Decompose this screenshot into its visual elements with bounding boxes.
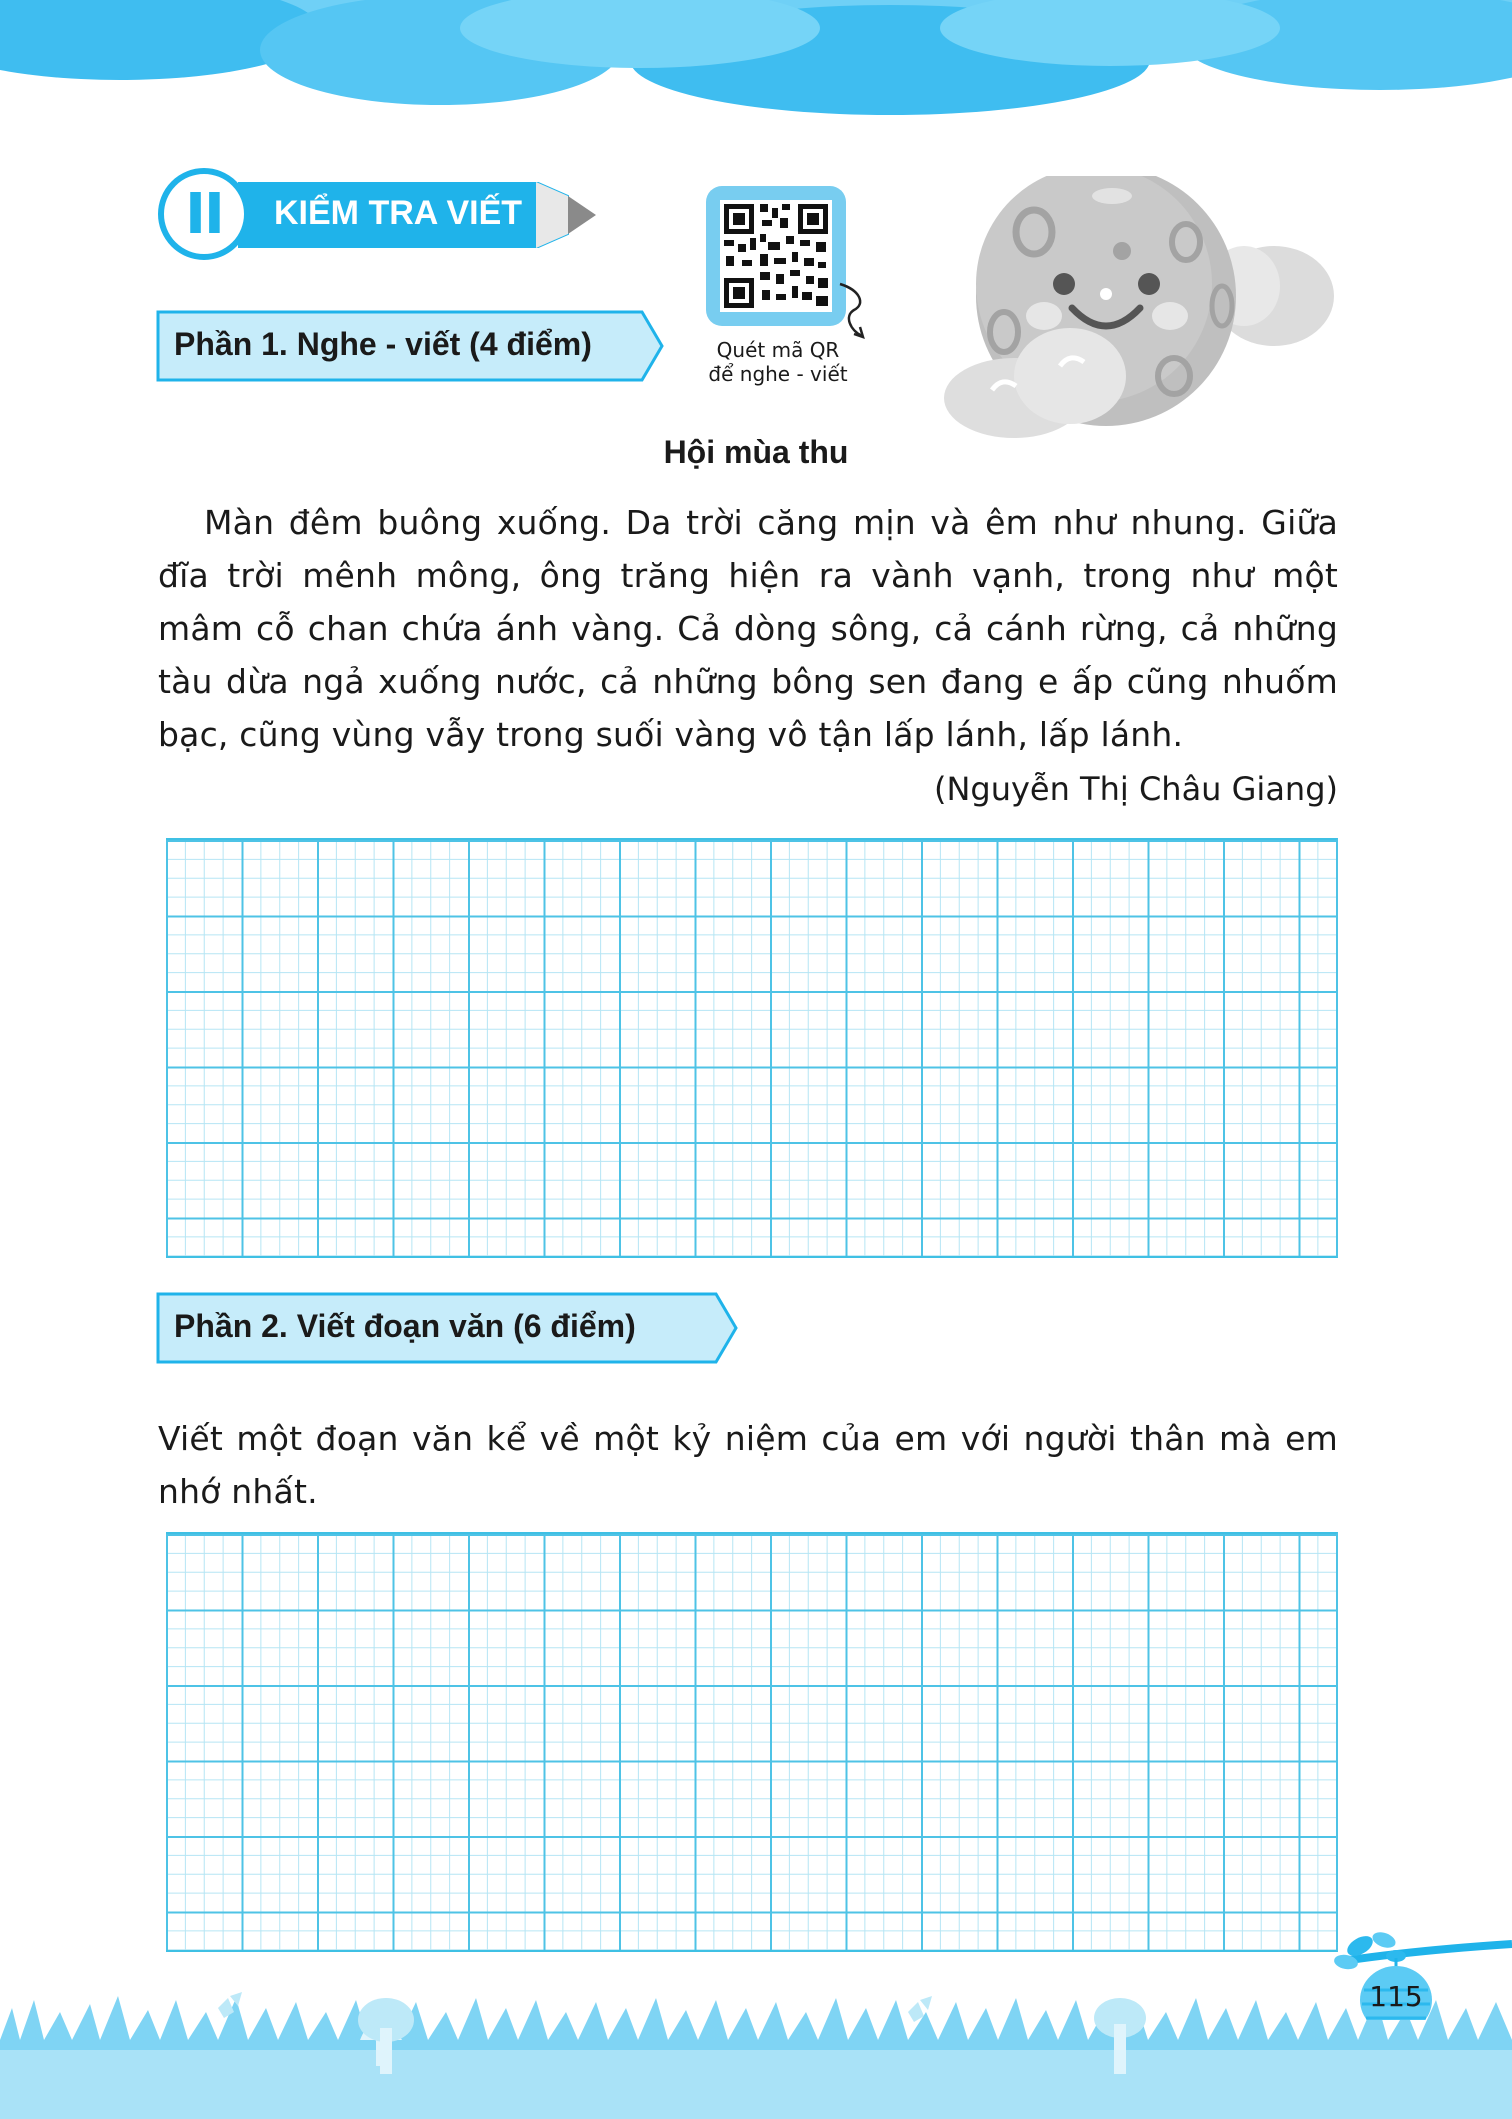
pencil-tip-icon bbox=[536, 182, 596, 248]
writing-grid-part1[interactable] bbox=[166, 838, 1338, 1258]
writing-prompt-text: Viết một đoạn văn kể về một kỷ niệm của em với người thân mà em nhớ nhất. bbox=[158, 1419, 1338, 1511]
page-number: 115 bbox=[1369, 1980, 1423, 2013]
smiling-moon-illustration bbox=[944, 176, 1344, 446]
qr-code-icon bbox=[706, 186, 846, 326]
dictation-paragraph bbox=[158, 496, 1338, 761]
qr-code[interactable] bbox=[706, 186, 846, 326]
section-heading bbox=[158, 168, 618, 264]
writing-grid-part2[interactable] bbox=[166, 1532, 1338, 1952]
part2-label bbox=[156, 1292, 740, 1364]
part1-label bbox=[156, 310, 666, 382]
section-number: II bbox=[185, 182, 223, 247]
dictation-paragraph-text: Màn đêm buông xuống. Da trời căng mịn và êm như nhung. Giữa đĩa trời mênh mông, ông trăng hiện ra vành vạnh, trong như một mâm cỗ chan chứa ánh vàng. Cả dòng sông, cả cánh rừng, cả những tàu dừa ngả xuống nước, cả những bông sen đang e ấp cũng nhuốm bạc, cũng vùng vẫy trong suối vàng vô tận lấp lánh, lấp lánh. bbox=[158, 503, 1338, 754]
poem-title: Hội mùa thu bbox=[663, 434, 849, 470]
qr-caption-line2: để nghe - viết bbox=[708, 362, 848, 386]
qr-caption bbox=[680, 338, 876, 386]
poem-author: (Nguyễn Thị Châu Giang) bbox=[933, 770, 1338, 808]
writing-prompt bbox=[158, 1412, 1338, 1518]
grass-footer-decoration bbox=[0, 1900, 1512, 2119]
part1-label-text: Phần 1. Nghe - viết (4 điểm) bbox=[174, 326, 592, 362]
qr-caption-line1: Quét mã QR bbox=[716, 338, 840, 362]
section-title: KIỂM TRA VIẾT bbox=[274, 194, 523, 232]
part2-label-text: Phần 2. Viết đoạn văn (6 điểm) bbox=[174, 1308, 636, 1344]
cloud-header-decoration bbox=[0, 0, 1512, 130]
